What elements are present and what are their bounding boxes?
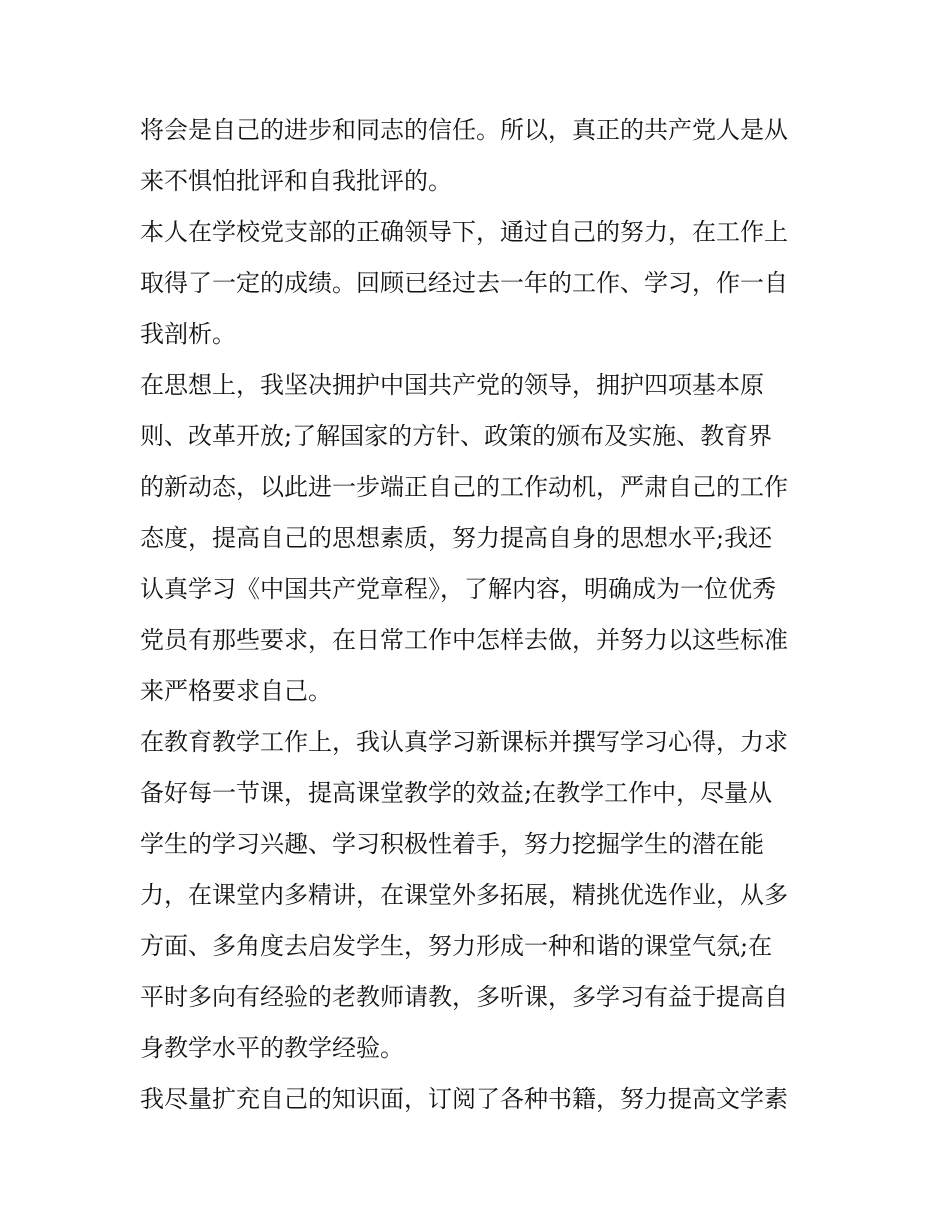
text-line: 方面、多角度去启发学生，努力形成一种和谐的课堂气氛;在	[140, 932, 773, 960]
text-line: 本人在学校党支部的正确领导下，通过自己的努力，在工作上	[140, 218, 788, 246]
text-line: 态度，提高自己的思想素质，努力提高自身的思想水平;我还	[140, 524, 773, 552]
text-line: 的新动态，以此进一步端正自己的工作动机，严肃自己的工作	[140, 473, 788, 501]
text-line: 取得了一定的成绩。回顾已经过去一年的工作、学习，作一自	[140, 269, 788, 297]
text-line: 认真学习《中国共产党章程》，了解内容，明确成为一位优秀	[140, 575, 776, 603]
text-line: 将会是自己的进步和同志的信任。所以，真正的共产党人是从	[140, 116, 788, 144]
text-line: 我尽量扩充自己的知识面，订阅了各种书籍，努力提高文学素	[140, 1085, 788, 1113]
text-line: 力，在课堂内多精讲，在课堂外多拓展，精挑优选作业，从多	[140, 881, 788, 909]
text-line: 则、改革开放;了解国家的方针、政策的颁布及实施、教育界	[140, 422, 773, 450]
text-line: 学生的学习兴趣、学习积极性着手，努力挖掘学生的潜在能	[140, 830, 764, 858]
text-line: 来不惧怕批评和自我批评的。	[140, 167, 452, 195]
text-line: 来严格要求自己。	[140, 677, 332, 705]
text-line: 在教育教学工作上，我认真学习新课标并撰写学习心得，力求	[140, 728, 788, 756]
text-line: 党员有那些要求，在日常工作中怎样去做，并努力以这些标准	[140, 626, 788, 654]
text-line: 在思想上，我坚决拥护中国共产党的领导，拥护四项基本原	[140, 371, 764, 399]
text-line: 身教学水平的教学经验。	[140, 1034, 404, 1062]
document-body	[140, 105, 816, 1125]
text-line: 备好每一节课，提高课堂教学的效益;在教学工作中，尽量从	[140, 779, 773, 807]
text-line: 平时多向有经验的老教师请教，多听课，多学习有益于提高自	[140, 983, 788, 1011]
text-line: 我剖析。	[140, 320, 236, 348]
